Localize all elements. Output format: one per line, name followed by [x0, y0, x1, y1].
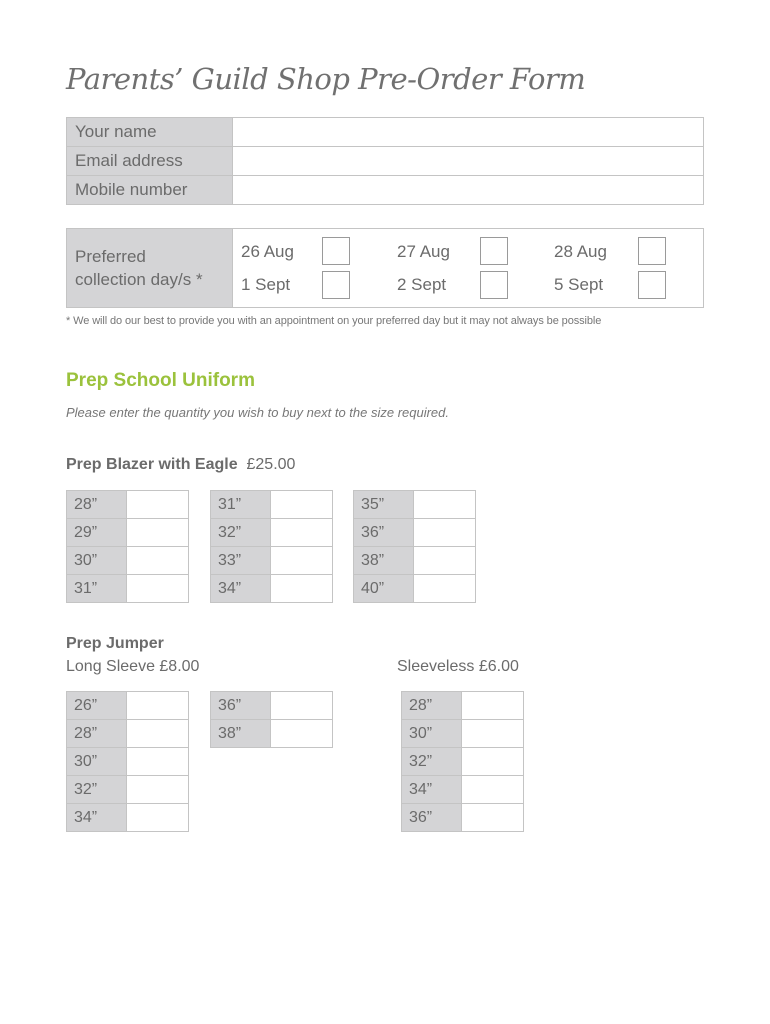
quantity-input[interactable]	[462, 692, 523, 719]
size-label: 31”	[67, 575, 127, 602]
quantity-input[interactable]	[127, 575, 188, 602]
size-label: 35”	[354, 491, 414, 518]
mobile-label: Mobile number	[67, 176, 233, 204]
size-row	[67, 719, 188, 747]
size-label: 28”	[67, 720, 127, 747]
size-table	[210, 691, 333, 748]
size-row	[211, 692, 332, 719]
quantity-input[interactable]	[271, 720, 332, 747]
blazer-price: £25.00	[246, 456, 296, 473]
quantity-input[interactable]	[127, 692, 188, 719]
name-label: Your name	[67, 118, 233, 146]
size-table	[210, 490, 333, 603]
contact-row-mobile	[67, 175, 703, 204]
blazer-heading	[66, 456, 295, 474]
day-checkbox[interactable]	[480, 237, 508, 265]
size-label: 28”	[67, 491, 127, 518]
day-label: 26 Aug	[241, 242, 294, 261]
size-label: 36”	[211, 692, 271, 719]
size-label: 34”	[211, 575, 271, 602]
size-row	[354, 518, 475, 546]
size-row	[211, 491, 332, 518]
size-table	[66, 691, 189, 832]
size-label: 28”	[402, 692, 462, 719]
quantity-input[interactable]	[462, 748, 523, 775]
quantity-input[interactable]	[462, 776, 523, 803]
size-row	[354, 574, 475, 602]
name-field[interactable]	[233, 118, 703, 146]
size-label: 32”	[67, 776, 127, 803]
size-label: 30”	[67, 748, 127, 775]
quantity-input[interactable]	[127, 804, 188, 831]
size-label: 38”	[354, 547, 414, 574]
size-label: 38”	[211, 720, 271, 747]
jumper-name: Prep Jumper	[66, 635, 164, 652]
day-label: 2 Sept	[397, 275, 447, 294]
day-checkbox[interactable]	[638, 271, 666, 299]
quantity-input[interactable]	[414, 575, 475, 602]
collection-note: * We will do our best to provide you with an appointment on your preferred day but it may not always be possible	[66, 315, 602, 327]
size-label: 40”	[354, 575, 414, 602]
quantity-input[interactable]	[127, 720, 188, 747]
collection-label-line2: collection day/s *	[75, 270, 203, 289]
size-label: 34”	[402, 776, 462, 803]
sleeveless-label: Sleeveless £6.00	[397, 658, 519, 675]
size-label: 36”	[354, 519, 414, 546]
size-label: 29”	[67, 519, 127, 546]
size-label: 30”	[67, 547, 127, 574]
size-row	[402, 747, 523, 775]
collection-table	[66, 228, 704, 308]
instructions: Please enter the quantity you wish to buy next to the size required.	[66, 405, 450, 420]
quantity-input[interactable]	[127, 547, 188, 574]
quantity-input[interactable]	[414, 491, 475, 518]
size-label: 30”	[402, 720, 462, 747]
size-row	[67, 803, 188, 831]
size-label: 31”	[211, 491, 271, 518]
quantity-input[interactable]	[462, 804, 523, 831]
email-label: Email address	[67, 147, 233, 175]
collection-label-line1: Preferred	[75, 247, 146, 266]
size-row	[402, 775, 523, 803]
contact-row-email	[67, 146, 703, 175]
day-checkbox[interactable]	[480, 271, 508, 299]
size-row	[67, 518, 188, 546]
quantity-input[interactable]	[127, 519, 188, 546]
quantity-input[interactable]	[127, 748, 188, 775]
quantity-input[interactable]	[271, 519, 332, 546]
email-field[interactable]	[233, 147, 703, 175]
day-label: 27 Aug	[397, 242, 450, 261]
quantity-input[interactable]	[127, 491, 188, 518]
long-sleeve-label: Long Sleeve £8.00	[66, 658, 200, 675]
size-label: 36”	[402, 804, 462, 831]
size-table	[66, 490, 189, 603]
day-checkbox[interactable]	[638, 237, 666, 265]
collection-label	[67, 229, 233, 307]
size-row	[354, 491, 475, 518]
contact-row-name	[67, 118, 703, 146]
page-title: Parents’ Guild Shop Pre-Order Form	[66, 62, 586, 96]
day-label: 1 Sept	[241, 275, 291, 294]
size-row	[354, 546, 475, 574]
quantity-input[interactable]	[271, 692, 332, 719]
size-row	[211, 574, 332, 602]
size-label: 32”	[402, 748, 462, 775]
size-row	[402, 692, 523, 719]
size-row	[67, 747, 188, 775]
jumper-heading	[66, 635, 164, 653]
size-label: 26”	[67, 692, 127, 719]
size-row	[402, 719, 523, 747]
size-row	[67, 491, 188, 518]
quantity-input[interactable]	[414, 519, 475, 546]
size-row	[67, 775, 188, 803]
day-checkbox[interactable]	[322, 237, 350, 265]
day-checkbox[interactable]	[322, 271, 350, 299]
quantity-input[interactable]	[271, 491, 332, 518]
size-row	[211, 719, 332, 747]
size-row	[67, 574, 188, 602]
quantity-input[interactable]	[271, 547, 332, 574]
size-label: 34”	[67, 804, 127, 831]
quantity-input[interactable]	[271, 575, 332, 602]
size-row	[67, 546, 188, 574]
day-label: 28 Aug	[554, 242, 607, 261]
quantity-input[interactable]	[462, 720, 523, 747]
size-row	[402, 803, 523, 831]
section-title: Prep School Uniform	[66, 370, 255, 391]
quantity-input[interactable]	[127, 776, 188, 803]
quantity-input[interactable]	[414, 547, 475, 574]
size-table	[353, 490, 476, 603]
size-row	[67, 692, 188, 719]
mobile-field[interactable]	[233, 176, 703, 204]
size-row	[211, 518, 332, 546]
day-label: 5 Sept	[554, 275, 604, 294]
size-label: 33”	[211, 547, 271, 574]
size-table	[401, 691, 524, 832]
size-label: 32”	[211, 519, 271, 546]
blazer-name: Prep Blazer with Eagle	[66, 456, 238, 473]
contact-table	[66, 117, 704, 205]
size-row	[211, 546, 332, 574]
